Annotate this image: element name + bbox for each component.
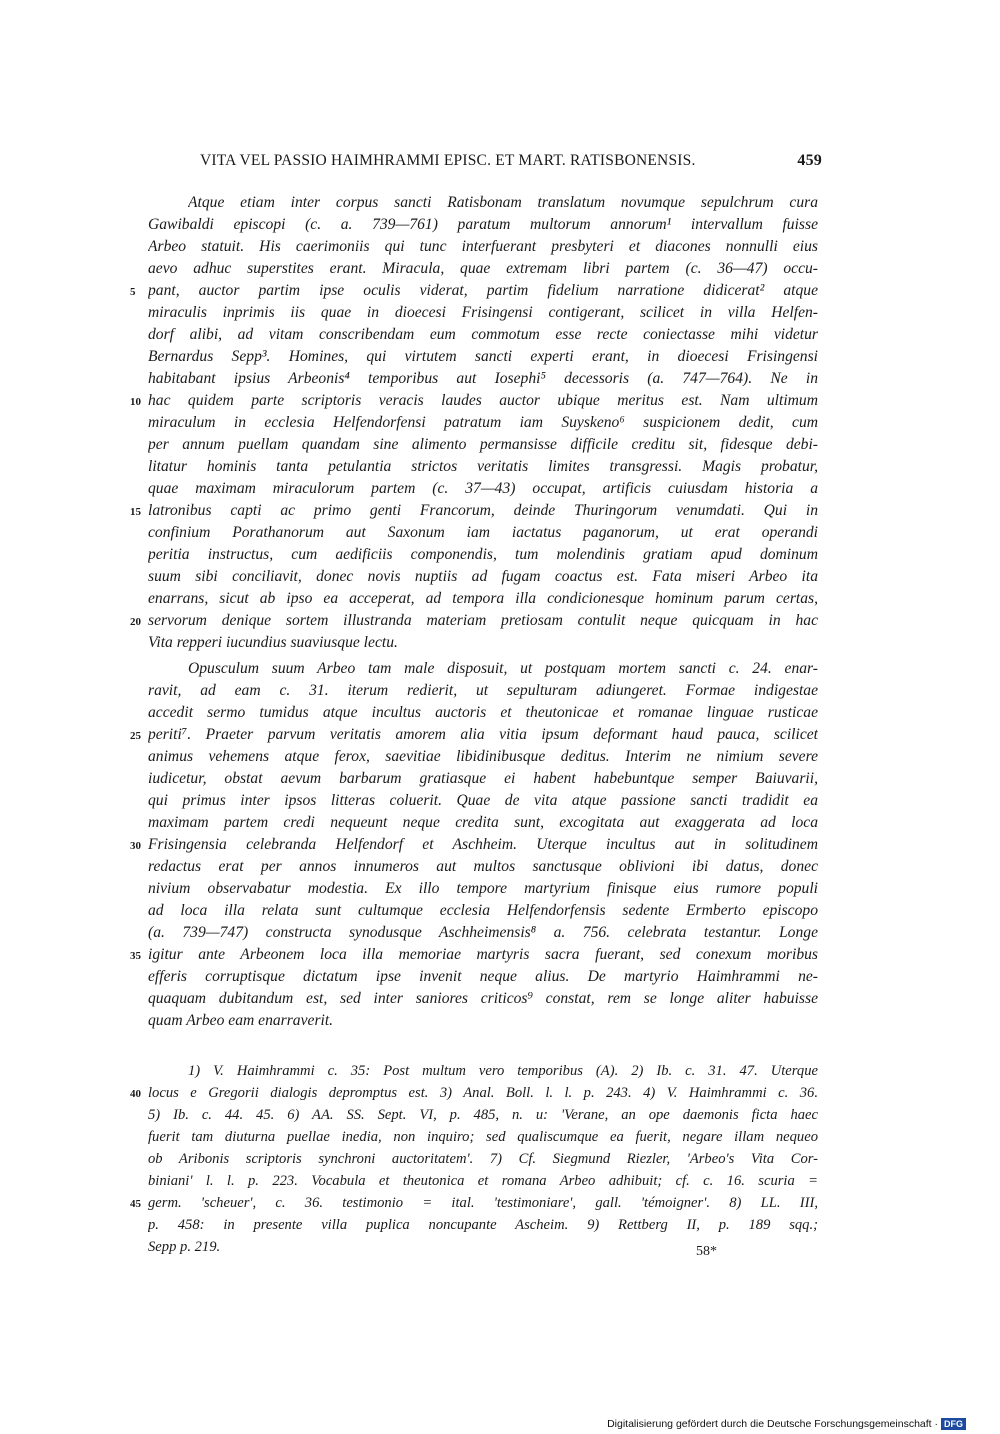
body-line: nivium observabatur modestia. Ex illo tempore martyrium finisque eius rumore populi <box>148 880 818 897</box>
body-line: igitur ante Arbeonem loca illa memoriae martyris sacra fuerant, sed conexum moribus <box>148 946 818 963</box>
body-line: quam Arbeo eam enarraverit. <box>148 1012 334 1029</box>
footnote-line: 1) V. Haimhrammi c. 35: Post multum vero temporibus (A). 2) Ib. c. 31. 47. Uterque <box>188 1063 818 1079</box>
margin-line-number: 30 <box>130 840 141 852</box>
margin-line-number: 45 <box>130 1198 141 1210</box>
signature-mark: 58* <box>696 1244 717 1259</box>
body-line: quaquam dubitandum est, sed inter saniores criticos⁹ constat, rem se longe aliter habuisse <box>148 990 818 1007</box>
footnote-line: 5) Ib. c. 44. 45. 6) AA. SS. Sept. VI, p. 485, n. u: 'Verane, an ope daemonis ficta haec <box>148 1107 818 1123</box>
running-title: VITA VEL PASSIO HAIMHRAMMI EPISC. ET MART. RATISBONENSIS. <box>200 152 696 169</box>
body-line: per annum puellam quandam sine alimento permansisse difficile creditu sit, fidesque debi- <box>148 436 818 453</box>
body-line: latronibus capti ac primo genti Francorum, deinde Thuringorum venumdati. Qui in <box>148 502 818 519</box>
credit-text: Digitalisierung gefördert durch die Deutsche Forschungsgemeinschaft · <box>607 1418 938 1430</box>
footnote-line: ob Aribonis scriptoris synchroni auctoritatem'. 7) Cf. Siegmund Riezler, 'Arbeo's Vita Cor- <box>148 1151 818 1167</box>
body-line: ad loca illa relata sunt cultumque ecclesia Helfendorfensis sedente Ermberto episcopo <box>148 902 818 919</box>
body-line: enarrans, sicut ab ipso ea acceperat, ad tempora illa condicionesque hominum parum certas, <box>148 590 818 607</box>
footnote-line: Sepp p. 219. <box>148 1239 221 1255</box>
margin-line-number: 35 <box>130 950 141 962</box>
margin-line-number: 40 <box>130 1088 141 1100</box>
footnote-line: p. 458: in presente villa puplica noncupante Ascheim. 9) Rettberg II, p. 189 sqq.; <box>148 1217 818 1233</box>
margin-line-number: 25 <box>130 730 141 742</box>
margin-line-number: 10 <box>130 396 141 408</box>
footnote-line: fuerit tam diuturna puellae inedia, non inquiro; sed qualiscumque ea fuerit, negare illam nequeo <box>148 1129 818 1145</box>
margin-line-number: 15 <box>130 506 141 518</box>
body-line: confinium Porathanorum aut Saxonum iam iactatus paganorum, ut erat operandi <box>148 524 818 541</box>
body-line: Atque etiam inter corpus sancti Ratisbonam translatum novumque sepulchrum cura <box>188 194 818 211</box>
body-line: habitabant ipsius Arbeonis⁴ temporibus aut Iosephi⁵ decessoris (a. 747—764). Ne in <box>148 370 818 387</box>
body-line: (a. 739—747) constructa synodusque Aschheimensis⁸ a. 756. celebrata testantur. Longe <box>148 924 818 941</box>
body-line: accedit sermo tumidus atque incultus auctoris et theutonicae et romanae linguae rusticae <box>148 704 818 721</box>
body-line: pant, auctor partim ipse oculis viderat, partim fidelium narratione didicerat² atque <box>148 282 818 299</box>
body-line: miraculis inprimis iis quae in dioecesi Frisingensi contigerant, scilicet in villa Helfen- <box>148 304 818 321</box>
margin-line-number: 5 <box>130 286 136 298</box>
body-line: suum sibi conciliavit, donec novis nuptiis ad fugam coactus est. Fata miseri Arbeo ita <box>148 568 818 585</box>
digitization-credit <box>607 1417 966 1431</box>
footnote-line: biniani' l. l. p. 223. Vocabula et theutonica et romana Arbeo adhibuit; cf. c. 16. scuria = <box>148 1173 818 1189</box>
body-line: Opusculum suum Arbeo tam male disposuit, ut postquam mortem sancti c. 24. enar- <box>188 660 818 677</box>
running-header <box>200 152 822 174</box>
page-number: 459 <box>797 152 822 169</box>
body-line: maximam partem credi nequeunt neque credita sunt, excogitata aut exaggerata ad loca <box>148 814 818 831</box>
body-line: efferis corruptisque dictatum ipse invenit neque alius. De martyrio Haimhrammi ne- <box>148 968 818 985</box>
body-line: litatur hominis tanta petulantia strictos veritatis limites transgressi. Magis probatur, <box>148 458 818 475</box>
footnote-line: locus e Gregorii dialogis depromptus est. 3) Anal. Boll. l. l. p. 243. 4) V. Haimhrammi c. 36. <box>148 1085 818 1101</box>
body-line: dorf alibi, ad vitam conscribendam eum commotum esse recte coniectasse mihi videtur <box>148 326 818 343</box>
body-line: ravit, ad eam c. 31. iterum redierit, ut sepulturam adiungeret. Formae indigestae <box>148 682 818 699</box>
body-line: Bernardus Sepp³. Homines, qui virtutem sancti experti erant, in dioecesi Frisingensi <box>148 348 818 365</box>
body-line: iudicetur, obstat aevum barbarum gratiasque ei habent habebuntque semper Baiuvarii, <box>148 770 818 787</box>
body-line: Gawibaldi episcopi (c. a. 739—761) paratum multorum annorum¹ intervallum fuisse <box>148 216 818 233</box>
body-line: hac quidem parte scriptoris veracis laudes auctor ubique meritus est. Nam ultimum <box>148 392 818 409</box>
body-line: Vita repperi iucundius suaviusque lectu. <box>148 634 398 651</box>
body-line: peritia instructus, cum aedificiis componendis, tum molendinis gratiam apud dominum <box>148 546 818 563</box>
margin-line-number: 20 <box>130 616 141 628</box>
body-line: qui primus inter ipsos litteras coluerit. Quae de vita atque passione sancti tradidit ea <box>148 792 818 809</box>
body-line: miraculum in ecclesia Helfendorfensi patratum iam Suyskeno⁶ suspicionem dedit, cum <box>148 414 818 431</box>
dfg-logo: DFG <box>941 1418 966 1430</box>
body-line: quae maximam miraculorum partem (c. 37—43) occupat, artificis cuiusdam historia a <box>148 480 818 497</box>
footnote-line: germ. 'scheuer', c. 36. testimonio = ital. 'testimoniare', gall. 'témoigner'. 8) LL. III, <box>148 1195 818 1211</box>
body-line: servorum denique sortem illustranda materiam pretiosam contulit neque quicquam in hac <box>148 612 818 629</box>
body-line: Frisingensia celebranda Helfendorf et Aschheim. Uterque incultus aut in solitudinem <box>148 836 818 853</box>
body-line: animus vehemens atque ferox, saevitiae libidinibusque deditus. Interim ne nimium severe <box>148 748 818 765</box>
body-line: Arbeo statuit. His caerimoniis qui tunc interfuerant presbyteri et diacones nonnulli eius <box>148 238 818 255</box>
body-line: aevo adhuc superstites erant. Miracula, quae extremam libri partem (c. 36—47) occu- <box>148 260 818 277</box>
body-line: periti⁷. Praeter parvum veritatis amorem alia vitia ipsum deformant haud pauca, scilicet <box>148 726 818 743</box>
body-line: redactus erat per annos innumeros aut multos sanctusque oblivioni ibi datus, donec <box>148 858 818 875</box>
